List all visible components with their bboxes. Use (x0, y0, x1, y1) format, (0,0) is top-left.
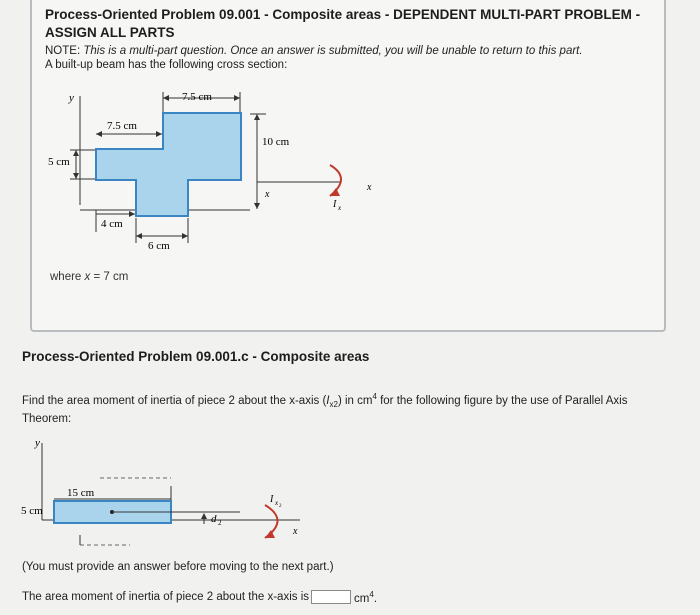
fig2-x-axis-label: x (293, 526, 298, 537)
fig1-dim-bottom-left: 4 cm (101, 218, 123, 230)
fig2-dist-label: d (211, 513, 217, 525)
fig1-dim-bottom: 6 cm (148, 240, 170, 252)
where-value: = 7 cm (93, 271, 129, 283)
fig2-dist-sub: 2 (218, 519, 222, 527)
fig1-moment-label: I (333, 199, 337, 210)
note-text: This is a multi-part question. Once an answer is submitted, you will be unable to return to this part. (83, 45, 583, 57)
answer-input[interactable] (311, 590, 351, 604)
fig1-x-axis-label: x (367, 182, 372, 193)
problem-intro: A built-up beam has the following cross section: (45, 59, 288, 71)
fig2-dim-width: 15 cm (67, 487, 95, 499)
answer-unit: $cm^4$. (354, 590, 378, 605)
fig1-dim-top-inner: 7.5 cm (107, 120, 137, 132)
fig2-dim-height: 5 cm (21, 505, 43, 517)
answer-prompt: The area moment of inertia of piece 2 about the x-axis is (22, 591, 310, 604)
note-label: NOTE: (45, 45, 81, 57)
answer-row (22, 590, 377, 605)
problem-title: Process-Oriented Problem 09.001 - Composite areas - DEPENDENT MULTI-PART PROBLEM - ASSIGN ALL PARTS (45, 7, 641, 40)
fig2-y-axis-label: y (35, 437, 40, 449)
fig1-x-dim-label: x (265, 189, 270, 200)
where-variable: x (84, 271, 91, 283)
fig1-y-axis-label: y (69, 92, 74, 104)
fig1-moment-sub: x (338, 204, 342, 212)
fig1-dim-left: 5 cm (48, 156, 70, 168)
part-question: Find the area moment of inertia of piece 2 about the x-axis $(I_{x2})$ in $cm^4$ for the following figure by the use of Parallel Axis Theorem: (22, 392, 628, 426)
fig2-moment-label: I (270, 494, 274, 505)
fig1-dim-top: 7.5 cm (182, 91, 212, 103)
where-statement: where x = 7 cm (50, 271, 129, 283)
fig2-moment-sub: x (275, 499, 279, 507)
part-title: Process-Oriented Problem 09.001.c - Composite areas (22, 349, 370, 364)
fig1-dim-right: 10 cm (262, 136, 290, 148)
must-answer-note: (You must provide an answer before moving to the next part.) (22, 561, 334, 573)
fig2-moment-sub2: 2 (279, 504, 282, 509)
